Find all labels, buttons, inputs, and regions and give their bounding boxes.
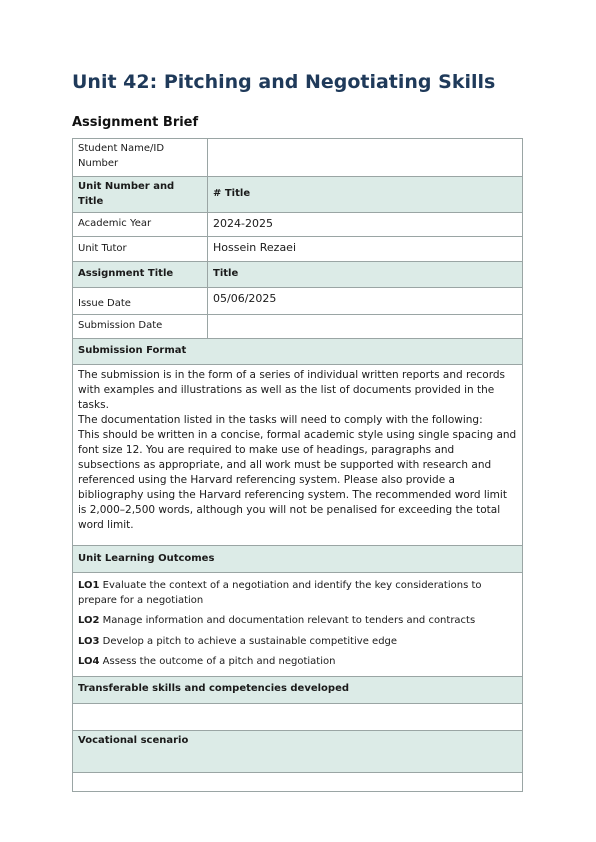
unit-label: Unit Number and Title	[73, 177, 208, 213]
lo-code: LO1	[78, 580, 100, 591]
submission-format-para-1: The submission is in the form of a series of individual written reports and records with examples and illustrations as well as the list of documents provided in the tasks.	[78, 369, 506, 411]
year-value: 2024-2025	[208, 213, 523, 237]
row-vocational-body	[73, 772, 523, 791]
submission-value	[208, 315, 523, 339]
year-label: Academic Year	[73, 213, 208, 237]
lo-text: Develop a pitch to achieve a sustainable competitive edge	[99, 635, 398, 647]
lo-code: LO3	[78, 635, 100, 647]
row-issue	[73, 288, 523, 315]
vocational-scenario-heading: Vocational scenario	[73, 730, 523, 772]
submission-format-body	[73, 365, 523, 546]
lo-code: LO4	[78, 656, 100, 667]
learning-outcomes-heading: Unit Learning Outcomes	[73, 546, 523, 573]
row-unit	[73, 177, 523, 213]
lo-text: Manage information and documentation relevant to tenders and contracts	[99, 615, 476, 626]
student-value	[208, 139, 523, 177]
lo-code: LO2	[78, 615, 100, 626]
row-tutor	[73, 237, 523, 262]
learning-outcome-item	[78, 614, 517, 629]
student-label: Student Name/ID Number	[73, 139, 208, 177]
row-transferable-heading	[73, 676, 523, 703]
assignment-brief-table	[72, 138, 523, 792]
row-assignment	[73, 262, 523, 288]
assignment-value: Title	[208, 262, 523, 288]
learning-outcome-item	[78, 635, 517, 650]
row-vocational-heading	[73, 730, 523, 772]
row-format-heading	[73, 339, 523, 365]
tutor-label: Unit Tutor	[73, 237, 208, 262]
issue-label: Issue Date	[73, 288, 208, 315]
submission-format-para-2: The documentation listed in the tasks will need to comply with the following:	[78, 414, 483, 426]
vocational-scenario-body	[73, 772, 523, 791]
row-year	[73, 213, 523, 237]
learning-outcomes-body	[73, 573, 523, 677]
lo-text: Evaluate the context of a negotiation and identify the key considerations to prepare for a negotiation	[78, 580, 482, 606]
row-format-body	[73, 365, 523, 546]
transferable-skills-body	[73, 703, 523, 730]
assignment-brief-heading: Assignment Brief	[72, 115, 199, 130]
row-student	[73, 139, 523, 177]
row-transferable-body	[73, 703, 523, 730]
unit-value: # Title	[208, 177, 523, 213]
row-lo-heading	[73, 546, 523, 573]
transferable-skills-heading: Transferable skills and competencies developed	[73, 676, 523, 703]
submission-format-para-3: This should be written in a concise, formal academic style using single spacing and font size 12. You are required to make use of headings, paragraphs and subsections as appropriate, and all work must be supported with research and referenced using the Harvard referencing system. Please also provide a bibliography using the Harvard referencing system. The recommended word limit is 2,000–2,500 words, although you will not be penalised for exceeding the total word limit.	[78, 429, 517, 531]
submission-format-heading: Submission Format	[73, 339, 523, 365]
learning-outcome-item	[78, 655, 517, 670]
learning-outcome-item	[78, 579, 517, 608]
document-title: Unit 42: Pitching and Negotiating Skills	[72, 71, 496, 93]
submission-label: Submission Date	[73, 315, 208, 339]
row-lo-body	[73, 573, 523, 677]
issue-value: 05/06/2025	[208, 288, 523, 315]
tutor-value: Hossein Rezaei	[208, 237, 523, 262]
assignment-label: Assignment Title	[73, 262, 208, 288]
row-submission	[73, 315, 523, 339]
lo-text: Assess the outcome of a pitch and negotiation	[99, 656, 336, 667]
